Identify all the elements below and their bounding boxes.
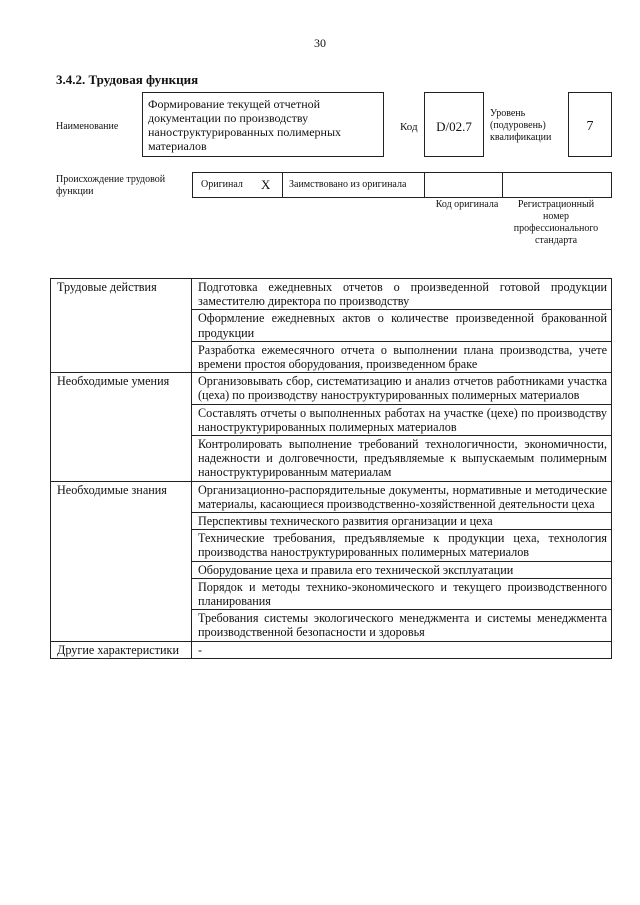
function-table	[50, 278, 612, 659]
original-mark: X	[261, 177, 271, 192]
row-label: Необходимые умения	[51, 373, 192, 481]
code-box	[424, 92, 484, 157]
row-label: Необходимые знания	[51, 481, 192, 641]
original-label: Оригинал	[201, 179, 243, 190]
table-cell: Составлять отчеты о выполненных работах на участке (цехе) по производству наноструктурированных полимерных материалов	[192, 404, 612, 435]
table-cell: Подготовка ежедневных отчетов о произведенной готовой продукции заместителю директора по производству	[192, 279, 612, 310]
borrowed-label: Заимствовано из оригинала	[289, 179, 407, 190]
function-name-box	[142, 92, 384, 157]
row-label: Трудовые действия	[51, 279, 192, 373]
table-cell: Организовывать сбор, систематизацию и анализ отчетов работниками участка (цеха) по производству наноструктурированных полимерных материалов	[192, 373, 612, 404]
name-label: Наименование	[56, 121, 119, 132]
table-cell: Требования системы экологического менеджмента и системы менеджмента производственной безопасности и здоровья	[192, 610, 612, 641]
table-cell: Оформление ежедневных актов о количестве произведенной бракованной продукции	[192, 310, 612, 341]
table-cell: Порядок и методы технико-экономического и текущего производственного планирования	[192, 578, 612, 609]
original-cell	[193, 173, 283, 197]
table-cell: Организационно-распорядительные документы, нормативные и методические материалы, касающиеся производственно-хозяйственной деятельности цеха	[192, 481, 612, 512]
table-row	[51, 279, 612, 310]
code-value: D/02.7	[436, 119, 472, 134]
page-number: 30	[314, 36, 326, 50]
reg-number-cell	[503, 173, 611, 197]
level-box	[568, 92, 612, 157]
table-cell: Перспективы технического развития организации и цеха	[192, 513, 612, 530]
table-cell: -	[192, 641, 612, 658]
row-label: Другие характеристики	[51, 641, 192, 658]
table-cell: Разработка ежемесячного отчета о выполнении плана производства, учете времени простоя оборудования, произведенном браке	[192, 341, 612, 372]
table-cell: Оборудование цеха и правила его технической эксплуатации	[192, 561, 612, 578]
code-original-cell	[425, 173, 503, 197]
table-row	[51, 481, 612, 512]
origin-row	[192, 172, 612, 198]
reg-number-caption: Регистрационный номер профессионального стандарта	[513, 199, 599, 246]
origin-label: Происхождение трудовой функции	[56, 174, 166, 197]
table-cell: Контролировать выполнение требований технологичности, экономичности, надежности и долговечности, предъявляемые к выпускаемым полимерным наноструктурированным материалам	[192, 436, 612, 482]
table-cell: Технические требования, предъявляемые к продукции цеха, технология производства наноструктурированных полимерных материалов	[192, 530, 612, 561]
level-value: 7	[586, 119, 594, 134]
level-label: Уровень (подуровень) квалификации	[490, 108, 552, 143]
section-title: 3.4.2. Трудовая функция	[56, 72, 199, 87]
table-row	[51, 641, 612, 658]
code-original-caption: Код оригинала	[435, 199, 499, 210]
function-name-value: Формирование текущей отчетной документации по производству наноструктурированных полимерных материалов	[148, 97, 342, 153]
borrowed-cell	[283, 173, 425, 197]
table-row	[51, 373, 612, 404]
code-label: Код	[400, 121, 418, 133]
